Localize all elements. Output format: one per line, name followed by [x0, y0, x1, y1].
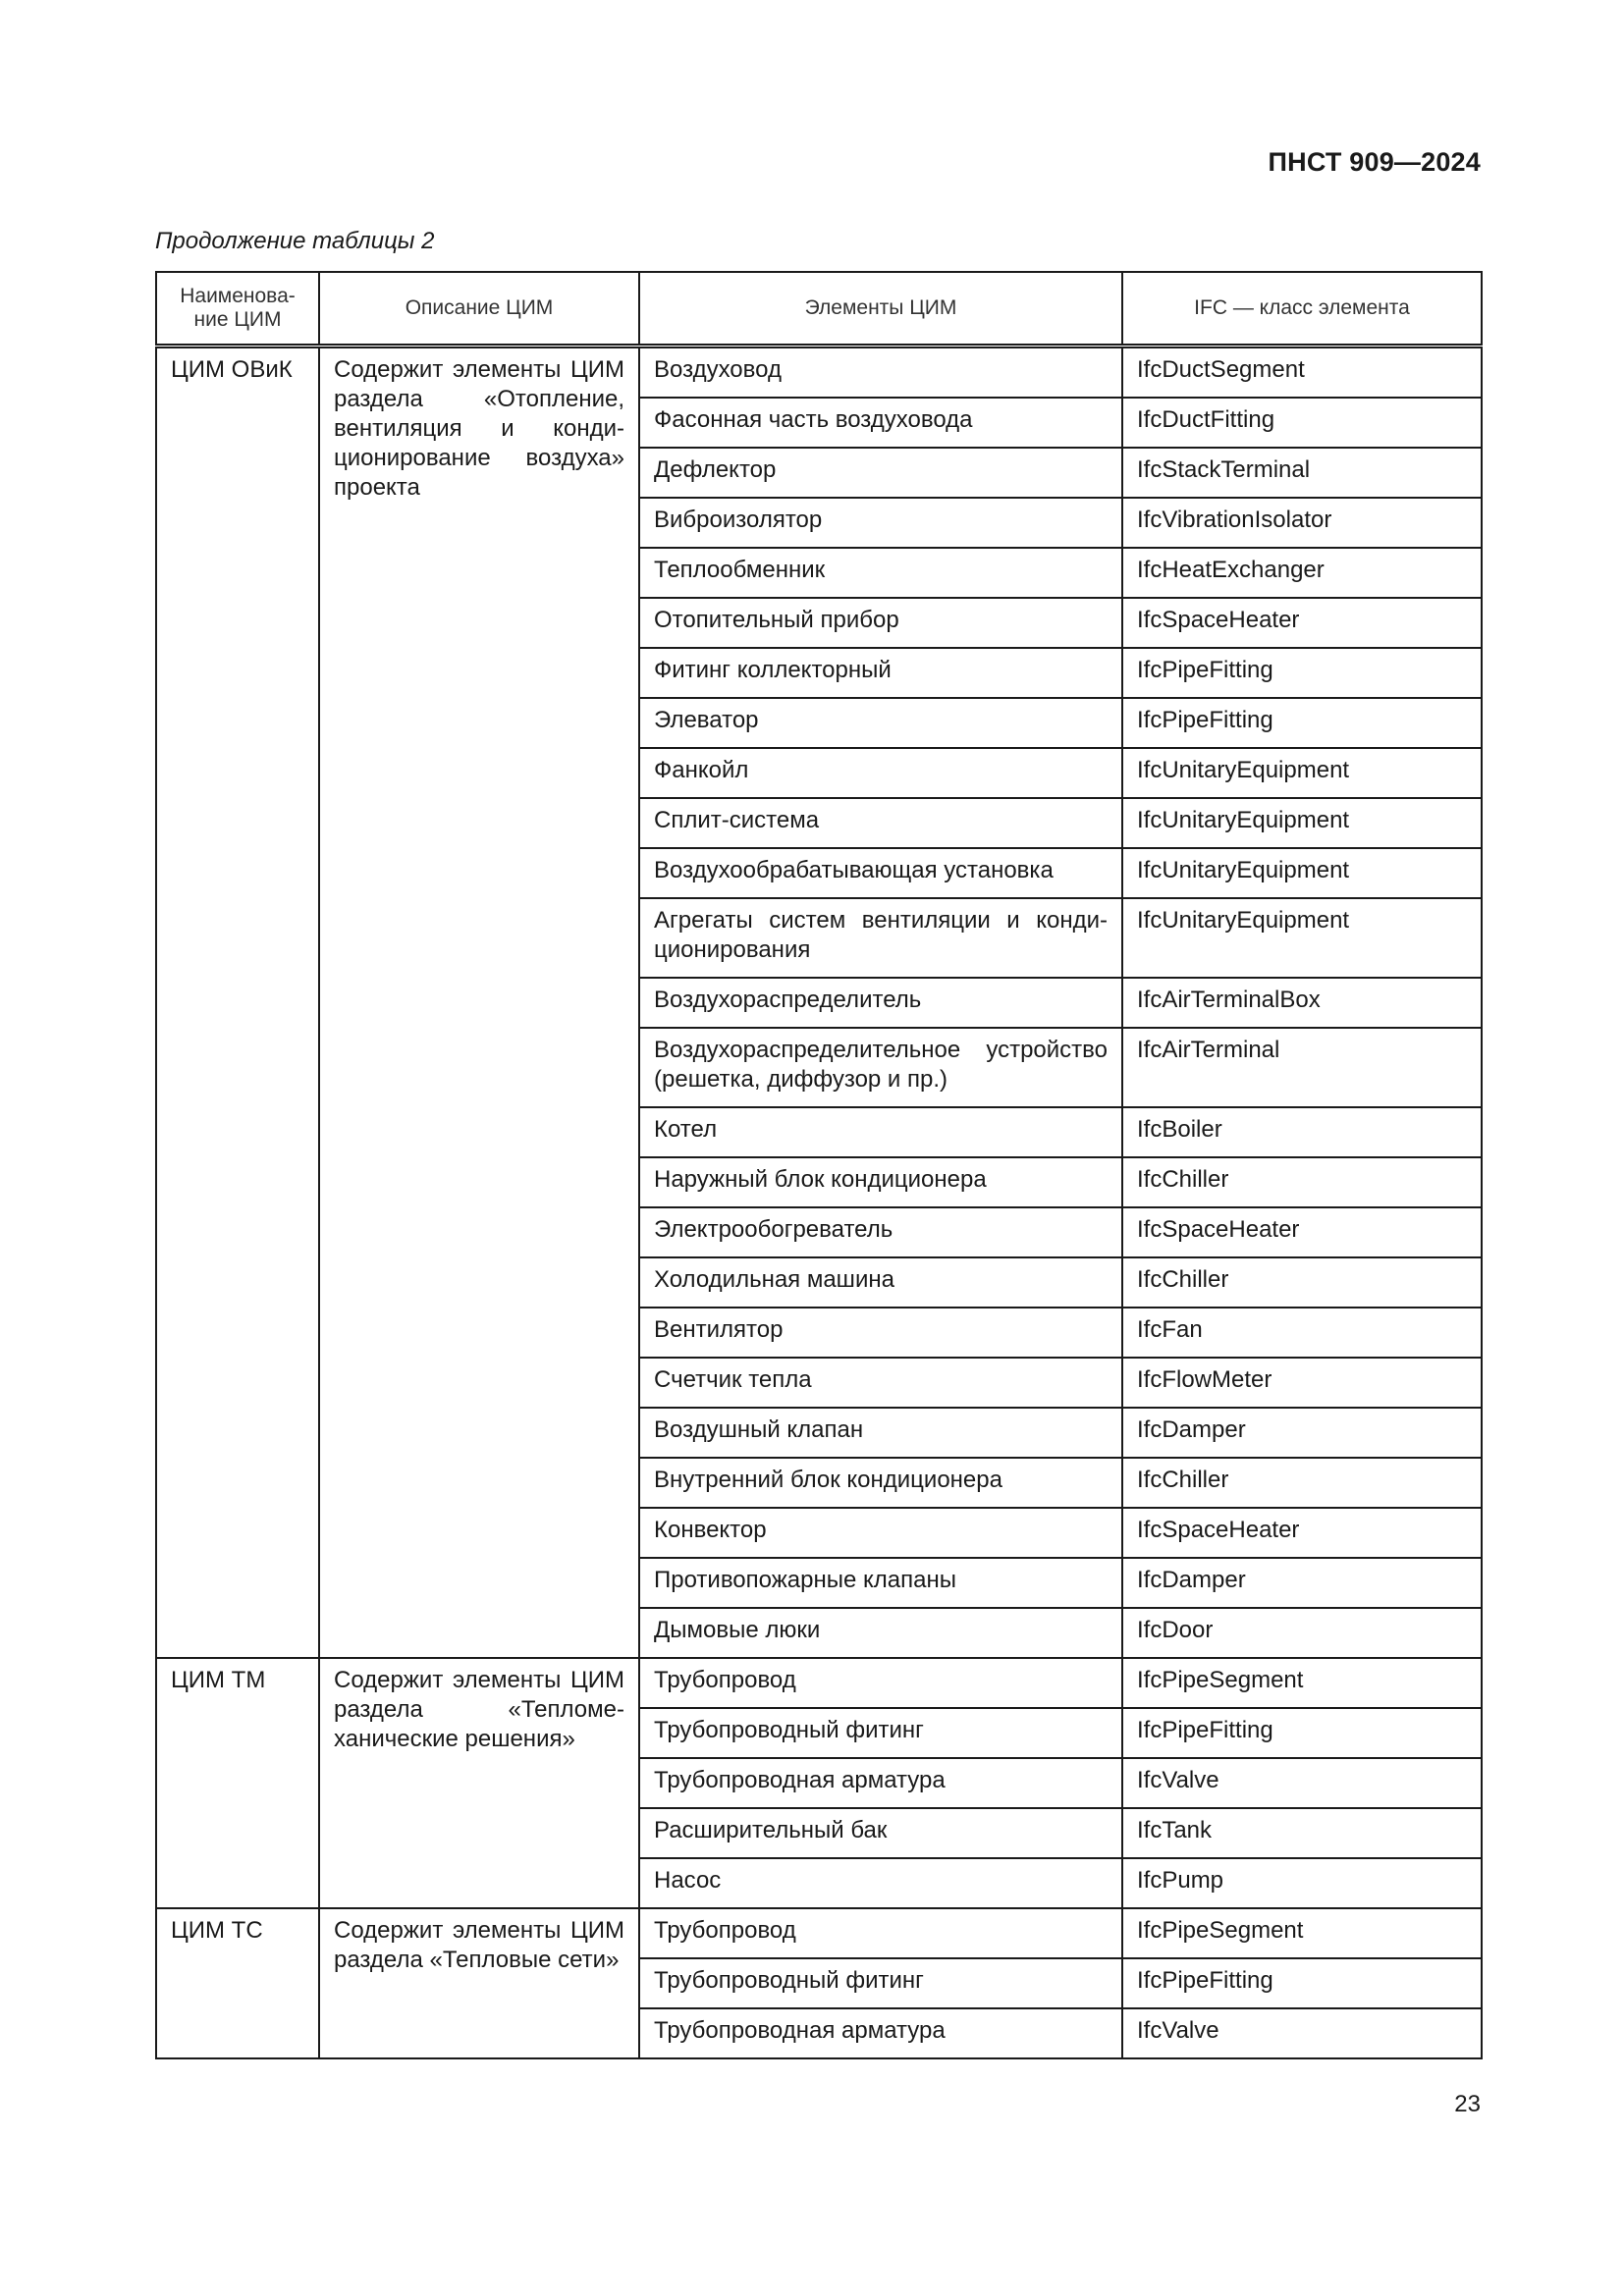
ifc-class: IfcUnitaryEquipment — [1137, 857, 1350, 883]
element-name: Фасонная часть воздуховода — [654, 406, 973, 433]
model-description-cell — [319, 1908, 639, 2058]
ifc-class: IfcHeatExchanger — [1137, 557, 1325, 583]
element-cell — [639, 748, 1122, 798]
ifc-class-cell — [1122, 1157, 1482, 1207]
ifc-class: IfcDuctSegment — [1137, 356, 1305, 383]
element-cell — [639, 1558, 1122, 1608]
ifc-class: IfcTank — [1137, 1817, 1213, 1843]
model-name: ЦИМ ТМ — [171, 1667, 266, 1693]
element-cell — [639, 448, 1122, 498]
ifc-class: IfcSpaceHeater — [1137, 1517, 1300, 1543]
element-cell — [639, 1358, 1122, 1408]
model-name-cell — [156, 1908, 319, 2058]
element-cell — [639, 347, 1122, 399]
ifc-class-cell — [1122, 1458, 1482, 1508]
ifc-class-cell — [1122, 648, 1482, 698]
element-cell — [639, 1658, 1122, 1708]
ifc-class: IfcChiller — [1137, 1266, 1229, 1293]
ifc-class-cell — [1122, 1257, 1482, 1308]
element-cell — [639, 1408, 1122, 1458]
element-name: Фитинг коллекторный — [654, 657, 892, 683]
ifc-class: IfcPipeFitting — [1137, 657, 1273, 683]
element-name: Воздуховод — [654, 356, 782, 383]
element-cell — [639, 1257, 1122, 1308]
ifc-class: IfcUnitaryEquipment — [1137, 807, 1350, 833]
element-name: Трубопроводная арматура — [654, 1767, 946, 1793]
element-cell — [639, 798, 1122, 848]
element-name: Вентилятор — [654, 1316, 784, 1343]
element-name: Фанкойл — [654, 757, 749, 783]
element-name: Электрообогреватель — [654, 1216, 893, 1243]
ifc-class-cell — [1122, 1808, 1482, 1858]
ifc-class: IfcValve — [1137, 2017, 1219, 2044]
ifc-class-cell — [1122, 448, 1482, 498]
element-cell — [639, 698, 1122, 748]
element-name: Теплообменник — [654, 557, 826, 583]
header-name-label: Наименова- ние ЦИМ — [180, 285, 296, 331]
element-name: Дефлектор — [654, 456, 777, 483]
element-name: Счетчик тепла — [654, 1366, 812, 1393]
table-row — [156, 347, 1482, 399]
header-name — [156, 272, 319, 347]
element-cell — [639, 498, 1122, 548]
ifc-class-cell — [1122, 498, 1482, 548]
elements-table — [155, 271, 1483, 2059]
table-continuation-caption: Продолжение таблицы 2 — [155, 228, 435, 254]
ifc-class: IfcDoor — [1137, 1617, 1214, 1643]
ifc-class: IfcAirTerminalBox — [1137, 987, 1321, 1013]
element-cell — [639, 1958, 1122, 2008]
ifc-class-cell — [1122, 1858, 1482, 1908]
ifc-class-cell — [1122, 2008, 1482, 2058]
ifc-class: IfcBoiler — [1137, 1116, 1222, 1143]
element-cell — [639, 1508, 1122, 1558]
element-name: Внутренний блок кондиционера — [654, 1467, 1002, 1493]
ifc-class: IfcPipeSegment — [1137, 1917, 1304, 1944]
model-description: Содержит элементы ЦИМ раздела «Отопление, вентиляция и кондиционирование воздуха» проекта — [334, 356, 624, 501]
element-cell — [639, 1308, 1122, 1358]
ifc-class-cell — [1122, 548, 1482, 598]
element-cell — [639, 1458, 1122, 1508]
model-name: ЦИМ ТС — [171, 1917, 263, 1944]
table-row — [156, 1658, 1482, 1708]
element-name: Воздухообрабатывающая установка — [654, 857, 1054, 883]
element-cell — [639, 1708, 1122, 1758]
ifc-class-cell — [1122, 398, 1482, 448]
element-cell — [639, 1207, 1122, 1257]
ifc-class-cell — [1122, 848, 1482, 898]
element-name: Расширительный бак — [654, 1817, 888, 1843]
ifc-class-cell — [1122, 1758, 1482, 1808]
ifc-class: IfcSpaceHeater — [1137, 607, 1300, 633]
ifc-class: IfcPipeFitting — [1137, 707, 1273, 733]
element-name: Сплит-система — [654, 807, 820, 833]
ifc-class-cell — [1122, 1958, 1482, 2008]
ifc-class-cell — [1122, 1508, 1482, 1558]
element-name: Элеватор — [654, 707, 759, 733]
element-cell — [639, 548, 1122, 598]
ifc-class-cell — [1122, 898, 1482, 978]
element-name: Воздушный клапан — [654, 1416, 864, 1443]
ifc-class: IfcSpaceHeater — [1137, 1216, 1300, 1243]
ifc-class-cell — [1122, 978, 1482, 1028]
element-cell — [639, 848, 1122, 898]
table-body — [156, 347, 1482, 2059]
ifc-class-cell — [1122, 1608, 1482, 1658]
element-cell — [639, 1157, 1122, 1207]
model-description-cell — [319, 1658, 639, 1908]
element-name: Противопожарные клапаны — [654, 1567, 956, 1593]
element-cell — [639, 2008, 1122, 2058]
element-name: Виброизолятор — [654, 507, 823, 533]
element-name: Трубопроводный фитинг — [654, 1967, 924, 1994]
element-cell — [639, 1758, 1122, 1808]
element-cell — [639, 1858, 1122, 1908]
element-cell — [639, 1028, 1122, 1107]
ifc-class: IfcUnitaryEquipment — [1137, 757, 1350, 783]
model-description: Содержит элементы ЦИМ раздела «Тепломеханические решения» — [334, 1667, 624, 1752]
ifc-class: IfcDuctFitting — [1137, 406, 1275, 433]
ifc-class: IfcDamper — [1137, 1567, 1246, 1593]
model-description-cell — [319, 347, 639, 1659]
ifc-class-cell — [1122, 1028, 1482, 1107]
model-description: Содержит элементы ЦИМ раздела «Тепловые сети» — [334, 1917, 624, 1973]
ifc-class-cell — [1122, 598, 1482, 648]
element-name: Трубопровод — [654, 1667, 796, 1693]
ifc-class-cell — [1122, 1558, 1482, 1608]
ifc-class-cell — [1122, 1308, 1482, 1358]
ifc-class: IfcFan — [1137, 1316, 1203, 1343]
ifc-class: IfcStackTerminal — [1137, 456, 1311, 483]
element-cell — [639, 978, 1122, 1028]
element-name: Воздухораспределительное устройство (решетка, диффузор и пр.) — [654, 1037, 1108, 1093]
element-name: Трубопроводная арматура — [654, 2017, 946, 2044]
model-name-cell — [156, 347, 319, 1659]
ifc-class-cell — [1122, 698, 1482, 748]
element-name: Трубопроводный фитинг — [654, 1717, 924, 1743]
ifc-class: IfcDamper — [1137, 1416, 1246, 1443]
element-name: Котел — [654, 1116, 718, 1143]
ifc-class: IfcAirTerminal — [1137, 1037, 1280, 1063]
ifc-class-cell — [1122, 1708, 1482, 1758]
ifc-class: IfcPump — [1137, 1867, 1224, 1894]
table-row — [156, 1908, 1482, 1958]
element-name: Холодильная машина — [654, 1266, 894, 1293]
element-cell — [639, 1908, 1122, 1958]
element-cell — [639, 898, 1122, 978]
ifc-class-cell — [1122, 1408, 1482, 1458]
ifc-class: IfcFlowMeter — [1137, 1366, 1272, 1393]
header-elements: Элементы ЦИМ — [639, 272, 1122, 347]
table-header-row — [156, 272, 1482, 347]
ifc-class-cell — [1122, 1908, 1482, 1958]
document-id: ПНСТ 909—2024 — [1268, 147, 1481, 177]
element-name: Дымовые люки — [654, 1617, 821, 1643]
element-name: Агрегаты систем вентиляции и кондиционирования — [654, 907, 1108, 963]
ifc-class-cell — [1122, 1207, 1482, 1257]
ifc-class: IfcValve — [1137, 1767, 1219, 1793]
ifc-class-cell — [1122, 1658, 1482, 1708]
ifc-class-cell — [1122, 1107, 1482, 1157]
page-number: 23 — [1454, 2091, 1481, 2117]
model-name-cell — [156, 1658, 319, 1908]
ifc-class: IfcPipeFitting — [1137, 1717, 1273, 1743]
header-description: Описание ЦИМ — [319, 272, 639, 347]
element-cell — [639, 598, 1122, 648]
element-cell — [639, 648, 1122, 698]
element-name: Конвектор — [654, 1517, 767, 1543]
ifc-class-cell — [1122, 798, 1482, 848]
header-ifc: IFC — класс элемента — [1122, 272, 1482, 347]
model-name: ЦИМ ОВиК — [171, 356, 293, 383]
element-name: Воздухораспределитель — [654, 987, 922, 1013]
ifc-class-cell — [1122, 347, 1482, 399]
ifc-class: IfcChiller — [1137, 1166, 1229, 1193]
element-name: Наружный блок кондиционера — [654, 1166, 987, 1193]
element-name: Трубопровод — [654, 1917, 796, 1944]
ifc-class-cell — [1122, 748, 1482, 798]
element-cell — [639, 1107, 1122, 1157]
element-name: Отопительный прибор — [654, 607, 899, 633]
ifc-class: IfcChiller — [1137, 1467, 1229, 1493]
element-cell — [639, 398, 1122, 448]
element-name: Насос — [654, 1867, 722, 1894]
ifc-class-cell — [1122, 1358, 1482, 1408]
ifc-class: IfcVibrationIsolator — [1137, 507, 1332, 533]
ifc-class: IfcUnitaryEquipment — [1137, 907, 1350, 934]
ifc-class: IfcPipeSegment — [1137, 1667, 1304, 1693]
element-cell — [639, 1608, 1122, 1658]
ifc-class: IfcPipeFitting — [1137, 1967, 1273, 1994]
element-cell — [639, 1808, 1122, 1858]
